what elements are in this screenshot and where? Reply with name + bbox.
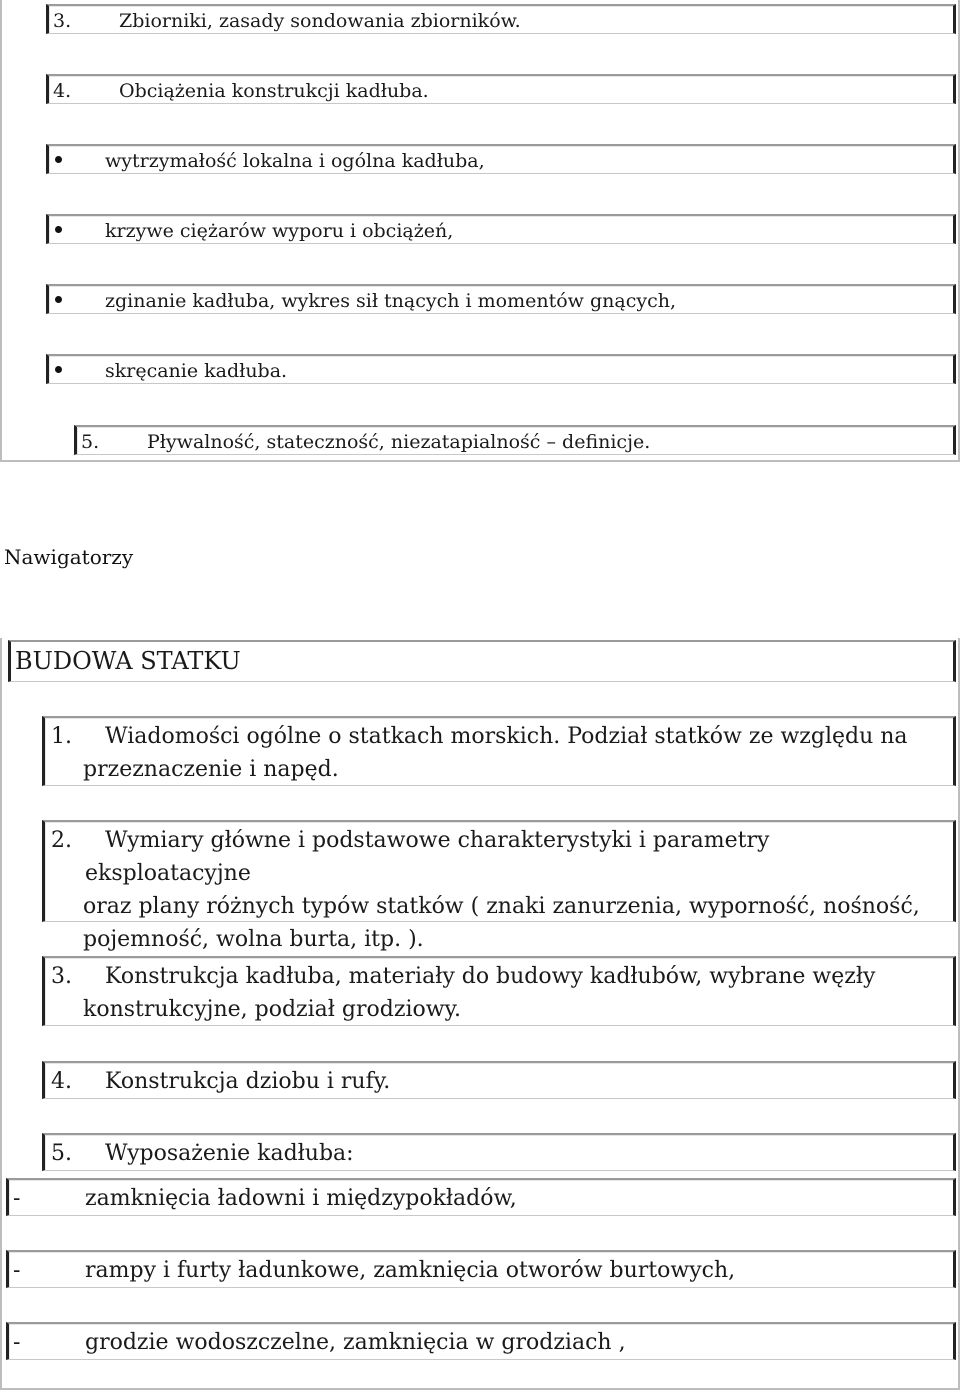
list-item bbox=[42, 1133, 956, 1171]
bullet-icon bbox=[55, 296, 62, 303]
dash-item bbox=[6, 1178, 956, 1216]
page-title bbox=[8, 640, 956, 682]
bullet-text: wytrzymałość lokalna i ogólna kadłuba, bbox=[105, 150, 485, 172]
title-text: BUDOWA STATKU bbox=[15, 647, 241, 675]
item-number: 2. bbox=[51, 828, 72, 853]
dash-marker: - bbox=[13, 1258, 21, 1283]
item-number: 5. bbox=[81, 431, 100, 453]
item-text bbox=[85, 1065, 933, 1098]
item-text: Zbiorniki, zasady sondowania zbiorników. bbox=[119, 10, 521, 32]
bullet-item bbox=[46, 284, 956, 314]
bullet-text: skręcanie kadłuba. bbox=[105, 360, 288, 382]
item-line: przeznaczenie i napęd. bbox=[83, 757, 339, 782]
item-text bbox=[85, 824, 933, 956]
item-number: 1. bbox=[51, 724, 72, 749]
item-line: oraz plany różnych typów statków ( znaki zanurzenia, wyporność, nośność, bbox=[83, 894, 920, 919]
bullet-text: zginanie kadłuba, wykres sił tnących i momentów gnących, bbox=[105, 290, 676, 312]
item-text: Obciążenia konstrukcji kadłuba. bbox=[119, 80, 429, 102]
list-item bbox=[74, 425, 956, 455]
list-item bbox=[46, 4, 956, 34]
dash-marker: - bbox=[13, 1186, 21, 1211]
dash-text: grodzie wodoszczelne, zamknięcia w grodziach , bbox=[85, 1330, 626, 1355]
item-text bbox=[85, 1137, 933, 1170]
list-item bbox=[42, 956, 956, 1026]
section-heading: Nawigatorzy bbox=[4, 545, 134, 569]
item-line: Wiadomości ogólne o statkach morskich. Podział statków ze względu na bbox=[105, 724, 908, 749]
bullet-icon bbox=[55, 156, 62, 163]
list-item bbox=[42, 820, 956, 952]
item-number: 3. bbox=[51, 964, 72, 989]
item-line: Wymiary główne i podstawowe charakterystyki i parametry eksploatacyjne bbox=[85, 828, 770, 886]
bullet-text: krzywe ciężarów wyporu i obciążeń, bbox=[105, 220, 454, 242]
item-line: Konstrukcja dziobu i rufy. bbox=[105, 1069, 391, 1094]
item-number: 4. bbox=[53, 80, 72, 102]
dash-text: rampy i furty ładunkowe, zamknięcia otworów burtowych, bbox=[85, 1258, 736, 1283]
item-text bbox=[85, 960, 933, 1026]
bullet-icon bbox=[55, 226, 62, 233]
item-line: konstrukcyjne, podział grodziowy. bbox=[83, 997, 462, 1022]
item-text: Pływalność, stateczność, niezatapialność – definicje. bbox=[147, 431, 651, 453]
dash-marker: - bbox=[13, 1330, 21, 1355]
bullet-item bbox=[46, 214, 956, 244]
bullet-item bbox=[46, 354, 956, 384]
dash-text: zamknięcia ładowni i międzypokładów, bbox=[85, 1186, 517, 1211]
list-item bbox=[42, 716, 956, 786]
list-item bbox=[46, 74, 956, 104]
bullet-icon bbox=[55, 366, 62, 373]
item-number: 5. bbox=[51, 1141, 72, 1166]
item-number: 3. bbox=[53, 10, 72, 32]
dash-item bbox=[6, 1322, 956, 1360]
list-item bbox=[42, 1061, 956, 1099]
item-line: Wyposażenie kadłuba: bbox=[105, 1141, 354, 1166]
item-text bbox=[85, 720, 933, 786]
item-line: pojemność, wolna burta, itp. ). bbox=[83, 927, 424, 952]
dash-item bbox=[6, 1250, 956, 1288]
item-number: 4. bbox=[51, 1069, 72, 1094]
bullet-item bbox=[46, 144, 956, 174]
item-line: Konstrukcja kadłuba, materiały do budowy kadłubów, wybrane węzły bbox=[105, 964, 876, 989]
